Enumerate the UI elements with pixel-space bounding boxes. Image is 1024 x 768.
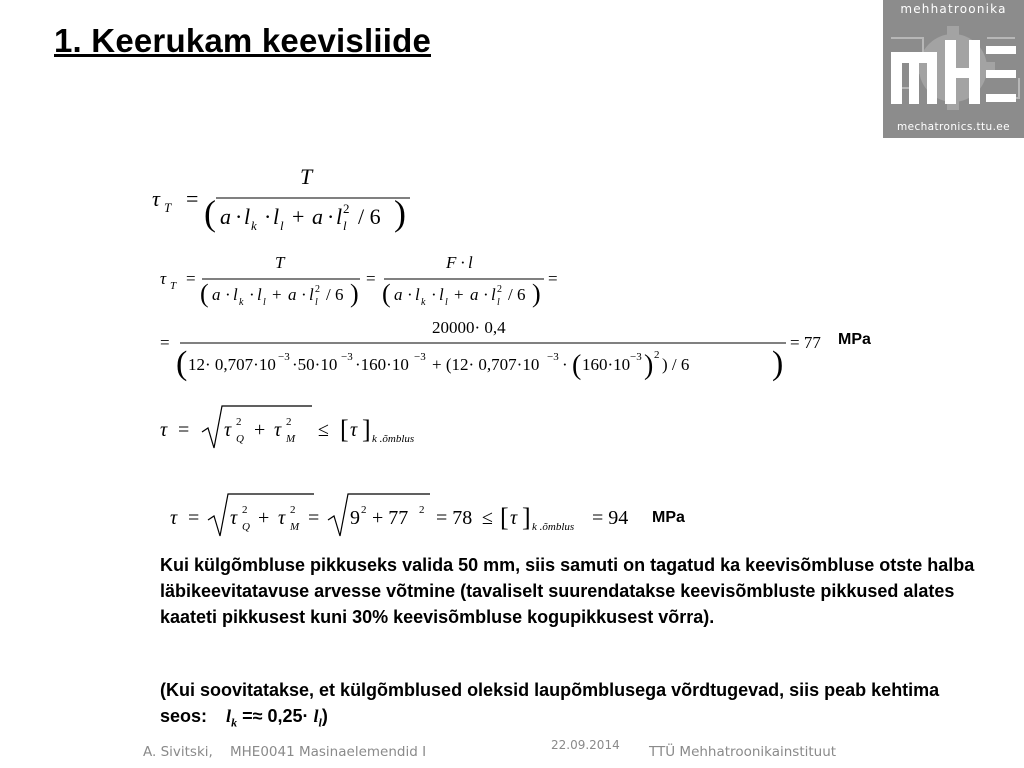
svg-text:]: ]	[362, 415, 371, 444]
svg-text:·: ·	[301, 285, 307, 304]
footer-institute: TTÜ Mehhatroonikainstituut	[649, 744, 837, 760]
svg-text:k: k	[421, 297, 426, 308]
paragraph-weld-length: Kui külgõmbluse pikkuseks valida 50 mm, siis samuti on tagatud ka keevisõmbluse otste halba läbikeevitatavuse arvesse võtmine (tavaliselt suurendatakse keevisõmbluste pikkused alates kaateti pikkusest kuni 30% keevisõmbluse kogupikkusest võrra).	[160, 555, 975, 627]
svg-text:≤: ≤	[482, 507, 493, 529]
equation-4	[150, 398, 450, 454]
equation-5	[160, 488, 650, 544]
svg-text:·: ·	[460, 253, 466, 272]
svg-text:l: l	[273, 204, 280, 229]
svg-text:): )	[644, 350, 654, 381]
svg-text:a: a	[288, 285, 297, 304]
footer-author: A. Sivitski,	[143, 744, 213, 760]
svg-text:2: 2	[419, 504, 425, 516]
svg-text:=: =	[186, 269, 196, 288]
footer-date: 22.09.2014	[551, 738, 620, 752]
svg-text:160·10: 160·10	[582, 355, 631, 374]
svg-text:l: l	[439, 285, 444, 304]
logo-gear-icon	[883, 18, 1024, 120]
svg-text:=: =	[188, 507, 200, 529]
formula-end: )	[321, 706, 328, 726]
svg-text:a: a	[212, 285, 221, 304]
svg-text:2: 2	[361, 504, 367, 516]
equation-3	[150, 314, 840, 384]
svg-text:[: [	[500, 503, 509, 532]
svg-text:l: l	[468, 253, 473, 272]
svg-text:2: 2	[286, 416, 292, 428]
svg-text:M: M	[286, 433, 296, 445]
svg-text:/ 6: / 6	[508, 285, 526, 304]
svg-text:·: ·	[235, 204, 243, 229]
svg-text:τ: τ	[350, 419, 358, 441]
svg-text:= 77: = 77	[790, 333, 821, 352]
slide-title: 1. Keerukam keevisliide	[54, 22, 431, 59]
svg-text:l: l	[244, 204, 251, 229]
svg-text:]: ]	[522, 503, 531, 532]
svg-text:(: (	[382, 279, 391, 308]
logo-top-text: mehhatroonika	[900, 2, 1007, 16]
svg-text:+: +	[454, 285, 464, 304]
svg-text:2: 2	[654, 349, 660, 361]
svg-text:T: T	[275, 253, 285, 272]
svg-text:k .õmblus: k .õmblus	[532, 521, 575, 533]
svg-text:T: T	[300, 164, 313, 189]
formula-lk-sub: k	[231, 715, 238, 730]
svg-text:/ 6: / 6	[358, 204, 381, 229]
svg-text:2: 2	[343, 201, 350, 216]
logo-bottom-text: mechatronics.ttu.ee	[896, 121, 1011, 133]
svg-text:9: 9	[350, 507, 360, 529]
svg-text:k: k	[251, 218, 257, 233]
formula-relation: =≈ 0,25·	[242, 706, 309, 726]
svg-text:−3: −3	[278, 351, 290, 363]
svg-text:F: F	[446, 253, 457, 272]
svg-text:·: ·	[431, 285, 437, 304]
svg-text:l: l	[336, 204, 343, 229]
svg-text:): )	[350, 279, 359, 308]
svg-text:a: a	[220, 204, 231, 229]
svg-text:−3: −3	[630, 351, 642, 363]
svg-text:(: (	[176, 345, 188, 382]
svg-text:[: [	[340, 415, 349, 444]
svg-text:2: 2	[315, 284, 320, 295]
svg-text:Q: Q	[236, 433, 244, 445]
svg-text:τ: τ	[510, 507, 518, 529]
svg-text:=: =	[366, 269, 376, 288]
svg-text:=: =	[186, 186, 199, 211]
svg-text:l: l	[497, 297, 500, 308]
svg-text:τ: τ	[152, 186, 160, 211]
svg-text:τ: τ	[160, 269, 167, 288]
svg-text:·: ·	[249, 285, 255, 304]
svg-text:=: =	[178, 419, 190, 441]
svg-text:(: (	[200, 279, 209, 308]
svg-text:=: =	[308, 507, 320, 529]
svg-text:2: 2	[236, 416, 242, 428]
svg-text:τ: τ	[274, 419, 282, 441]
svg-text:k .õmblus: k .õmblus	[372, 433, 415, 445]
unit-mpa-1: MPa	[838, 331, 871, 348]
svg-text:2: 2	[290, 504, 296, 516]
svg-text:l: l	[309, 285, 314, 304]
svg-text:l: l	[233, 285, 238, 304]
svg-text:l: l	[415, 285, 420, 304]
svg-text:M: M	[290, 521, 300, 533]
svg-text:·50·10: ·50·10	[292, 355, 338, 374]
svg-text:+ (12· 0,707·10: + (12· 0,707·10	[432, 355, 540, 374]
svg-text:τ: τ	[278, 507, 286, 529]
mechatronics-logo	[883, 0, 1024, 138]
svg-text:l: l	[343, 218, 347, 233]
svg-text:+: +	[254, 419, 266, 441]
formula-ll-sub: l	[318, 715, 322, 730]
svg-text:l: l	[491, 285, 496, 304]
footer-course: MHE0041 Masinaelemendid I	[230, 744, 427, 760]
svg-text:·: ·	[483, 285, 489, 304]
svg-text:−3: −3	[341, 351, 353, 363]
svg-text:=: =	[548, 269, 558, 288]
svg-text:T: T	[170, 280, 177, 292]
svg-text:= 94: = 94	[592, 507, 629, 529]
svg-text:≤: ≤	[318, 419, 329, 441]
svg-text:l: l	[315, 297, 318, 308]
svg-text:·160·10: ·160·10	[355, 355, 409, 374]
svg-text:20000· 0,4: 20000· 0,4	[432, 318, 506, 337]
svg-text:=: =	[160, 333, 170, 352]
unit-mpa-2: MPa	[652, 509, 685, 526]
svg-text:τ: τ	[224, 419, 232, 441]
svg-text:k: k	[239, 297, 244, 308]
svg-text:l: l	[257, 285, 262, 304]
svg-text:+: +	[292, 204, 305, 229]
svg-text:·: ·	[327, 204, 335, 229]
svg-text:12· 0,707·10: 12· 0,707·10	[188, 355, 276, 374]
svg-text:a: a	[470, 285, 479, 304]
svg-text:T: T	[164, 200, 172, 215]
formula-ll: l	[313, 706, 319, 726]
equation-2	[150, 250, 570, 312]
svg-text:l: l	[280, 218, 284, 233]
svg-text:l: l	[263, 297, 266, 308]
svg-text:τ: τ	[160, 419, 168, 441]
svg-text:+ 77: + 77	[372, 507, 409, 529]
svg-text:Q: Q	[242, 521, 250, 533]
svg-text:2: 2	[242, 504, 248, 516]
svg-text:2: 2	[497, 284, 502, 295]
svg-text:τ: τ	[230, 507, 238, 529]
svg-text:+: +	[272, 285, 282, 304]
svg-text:+: +	[258, 507, 270, 529]
svg-text:= 78: = 78	[436, 507, 473, 529]
svg-text:): )	[772, 345, 784, 382]
svg-text:·: ·	[264, 204, 272, 229]
svg-text:τ: τ	[170, 507, 178, 529]
svg-text:·: ·	[407, 285, 413, 304]
svg-text:a: a	[394, 285, 403, 304]
formula-lk: l	[226, 706, 232, 726]
svg-text:·: ·	[562, 355, 568, 374]
svg-text:−3: −3	[547, 351, 559, 363]
paragraph-equal-strength	[160, 677, 980, 736]
svg-text:) / 6: ) / 6	[662, 355, 690, 374]
equation-1	[140, 158, 440, 244]
svg-text:a: a	[312, 204, 323, 229]
svg-text:l: l	[445, 297, 448, 308]
svg-text:·: ·	[225, 285, 231, 304]
svg-text:(: (	[204, 193, 216, 233]
svg-text:/ 6: / 6	[326, 285, 344, 304]
svg-text:): )	[394, 193, 406, 233]
paragraph-equal-strength-text: (Kui soovitatakse, et külgõmblused oleksid laupõmblusega võrdtugevad, siis peab kehtima seos:	[160, 680, 940, 726]
svg-text:−3: −3	[414, 351, 426, 363]
svg-text:): )	[532, 279, 541, 308]
svg-text:(: (	[572, 350, 582, 381]
